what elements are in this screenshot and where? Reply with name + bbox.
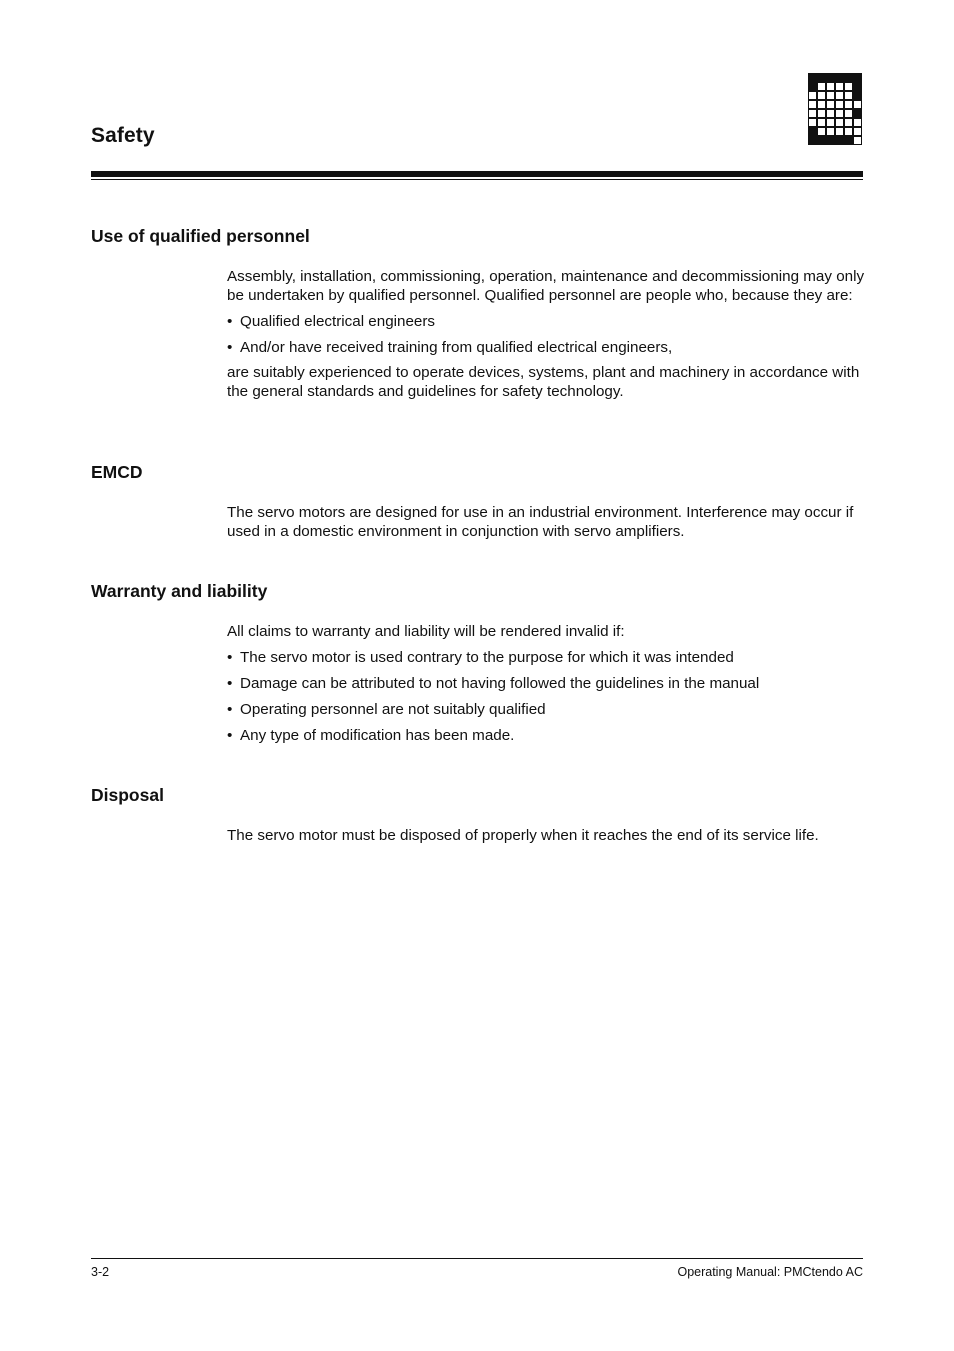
page-number: 3-2 (91, 1265, 110, 1279)
logo-cell (826, 82, 835, 91)
section-heading-warranty: Warranty and liability (91, 581, 268, 601)
header-rule-thick (91, 171, 863, 177)
logo-cell (826, 73, 835, 82)
logo-cell (817, 136, 826, 145)
logo-cell (826, 136, 835, 145)
logo-cell (817, 109, 826, 118)
bullet-list (227, 312, 867, 357)
logo-cell (844, 82, 853, 91)
paragraph: The servo motors are designed for use in an industrial environment. Interference may occur if used in a domestic environment in conjunction with servo amplifiers. (227, 504, 854, 540)
grid-logo-icon (808, 73, 862, 145)
logo-cell (844, 91, 853, 100)
logo-cell (817, 82, 826, 91)
logo-cell (853, 136, 862, 145)
logo-cell (853, 73, 862, 82)
logo-cell (844, 118, 853, 127)
logo-cell (835, 100, 844, 109)
bullet-list (227, 648, 867, 745)
section-heading-disposal: Disposal (91, 785, 164, 805)
section-body-emcd (227, 503, 867, 541)
logo-cell (808, 91, 817, 100)
paragraph: Assembly, installation, commissioning, operation, maintenance and decommissioning may only be undertaken by qualified personnel. Qualified personnel are people who, because they are: (227, 268, 865, 304)
section-body-qualified-personnel (227, 267, 867, 401)
logo-cell (844, 136, 853, 145)
logo-cell (817, 100, 826, 109)
logo-cell (844, 100, 853, 109)
logo-cell (853, 118, 862, 127)
logo-cell (808, 118, 817, 127)
paragraph: are suitably experienced to operate devices, systems, plant and machinery in accordance with the general standards and guidelines for safety technology. (227, 364, 860, 400)
logo-cell (835, 82, 844, 91)
logo-cell (826, 127, 835, 136)
logo-cell (853, 91, 862, 100)
logo-cell (826, 91, 835, 100)
logo-cell (808, 136, 817, 145)
logo-cell (853, 127, 862, 136)
logo-cell (844, 73, 853, 82)
logo-cell (826, 100, 835, 109)
list-item: • The servo motor is used contrary to the purpose for which it was intended (227, 648, 867, 667)
logo-cell (835, 73, 844, 82)
list-item: • Qualified electrical engineers (227, 312, 867, 331)
list-item: • And/or have received training from qualified electrical engineers, (227, 338, 867, 357)
paragraph: All claims to warranty and liability will be rendered invalid if: (227, 623, 625, 640)
list-item: • Operating personnel are not suitably qualified (227, 700, 867, 719)
list-item: • Damage can be attributed to not having followed the guidelines in the manual (227, 674, 867, 693)
paragraph: The servo motor must be disposed of properly when it reaches the end of its service life. (227, 827, 819, 844)
section-heading-qualified-personnel: Use of qualified personnel (91, 226, 310, 246)
logo-cell (835, 118, 844, 127)
section-heading-emcd: EMCD (91, 462, 143, 482)
logo-cell (853, 109, 862, 118)
footer-manual-title: Operating Manual: PMCtendo AC (677, 1265, 863, 1279)
header-rule-thin (91, 179, 863, 180)
logo-cell (808, 109, 817, 118)
page-title: Safety (91, 124, 155, 147)
logo-cell (835, 91, 844, 100)
logo-cell (817, 118, 826, 127)
section-body-warranty (227, 622, 867, 745)
logo-cell (808, 100, 817, 109)
logo-cell (817, 127, 826, 136)
logo-cell (853, 82, 862, 91)
list-item: • Any type of modification has been made. (227, 726, 867, 745)
logo-cell (835, 127, 844, 136)
logo-cell (844, 109, 853, 118)
logo-cell (835, 136, 844, 145)
logo-cell (835, 109, 844, 118)
logo-cell (808, 82, 817, 91)
logo-cell (826, 118, 835, 127)
logo-cell (817, 91, 826, 100)
logo-cell (853, 100, 862, 109)
footer-rule (91, 1258, 863, 1259)
logo-cell (826, 109, 835, 118)
section-body-disposal (227, 826, 867, 845)
logo-cell (808, 73, 817, 82)
logo-cell (817, 73, 826, 82)
logo-cell (808, 127, 817, 136)
logo-cell (844, 127, 853, 136)
